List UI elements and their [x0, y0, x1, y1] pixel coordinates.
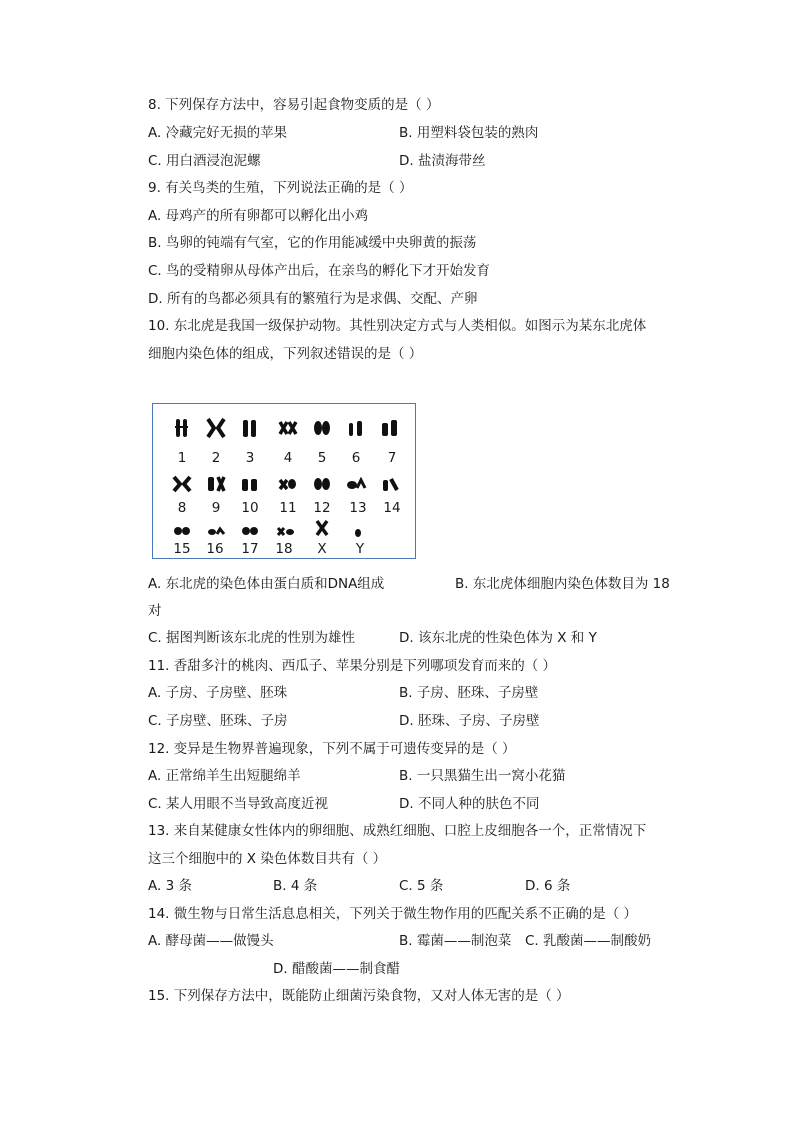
chromosome-label-9: 9 — [211, 500, 221, 516]
question-12-stem: 12. 变异是生物界普遍现象，下列不属于可遗传变异的是（ ） — [148, 741, 516, 757]
question-13-option-b: B. 4 条 — [273, 878, 318, 894]
chromosome-label-1: 1 — [177, 450, 187, 466]
chromosome-10-icon — [237, 474, 263, 494]
chromosome-label-11: 11 — [279, 500, 297, 516]
chromosome-12-icon — [309, 474, 335, 494]
chromosome-11-icon — [275, 474, 301, 494]
question-10-option-c: C. 据图判断该东北虎的性别为雄性 — [148, 630, 356, 646]
chromosome-8-icon — [169, 474, 195, 494]
question-10-option-d: D. 该东北虎的性染色体为 X 和 Y — [399, 630, 597, 646]
question-8-option-c: C. 用白酒浸泡泥螺 — [148, 153, 261, 169]
question-9-option-b: B. 鸟卵的钝端有气室，它的作用能减缓中央卵黄的振荡 — [148, 235, 477, 251]
chromosome-label-2: 2 — [211, 450, 221, 466]
chromosome-label-8: 8 — [177, 500, 187, 516]
question-13-stem-line2: 这三个细胞中的 X 染色体数目共有（ ） — [148, 851, 387, 867]
question-13-option-a: A. 3 条 — [148, 878, 192, 894]
chromosome-label-12: 12 — [313, 500, 331, 516]
question-10-stem-line2: 细胞内染色体的组成，下列叙述错误的是（ ） — [148, 346, 423, 362]
chromosome-15-icon — [169, 520, 195, 540]
chromosome-3-icon — [237, 418, 263, 438]
question-14-option-d: D. 醋酸菌——制食醋 — [273, 961, 400, 977]
question-10-option-b-cont: 对 — [148, 603, 162, 619]
question-15-stem: 15. 下列保存方法中，既能防止细菌污染食物，又对人体无害的是（ ） — [148, 988, 570, 1004]
question-11-option-c: C. 子房壁、胚珠、子房 — [148, 713, 288, 729]
chromosome-7-icon — [377, 418, 403, 438]
question-12-option-d: D. 不同人种的肤色不同 — [399, 796, 540, 812]
question-8-stem: 8. 下列保存方法中，容易引起食物变质的是（ ） — [148, 97, 440, 113]
question-13-option-d: D. 6 条 — [525, 878, 571, 894]
chromosome-label-10: 10 — [241, 500, 259, 516]
chromosome-label-4: 4 — [283, 450, 293, 466]
chromosome-label-x: X — [317, 541, 327, 557]
chromosome-16-icon — [203, 520, 229, 540]
question-9-stem: 9. 有关鸟类的生殖，下列说法正确的是（ ） — [148, 180, 413, 196]
karyotype-figure — [152, 403, 416, 559]
question-11-option-a: A. 子房、子房壁、胚珠 — [148, 685, 288, 701]
chromosome-label-y: Y — [355, 541, 365, 557]
chromosome-label-16: 16 — [206, 541, 224, 557]
chromosome-label-14: 14 — [383, 500, 401, 516]
question-14-stem: 14. 微生物与日常生活息息相关，下列关于微生物作用的匹配关系不正确的是（ ） — [148, 906, 638, 922]
chromosome-9-icon — [203, 474, 229, 494]
question-10-option-a: A. 东北虎的染色体由蛋白质和DNA组成 — [148, 576, 385, 592]
chromosome-label-6: 6 — [351, 450, 361, 466]
chromosome-label-15: 15 — [173, 541, 191, 557]
question-12-option-a: A. 正常绵羊生出短腿绵羊 — [148, 768, 301, 784]
chromosome-5-icon — [309, 418, 335, 438]
chromosome-17-icon — [237, 520, 263, 540]
chromosome-y-icon — [345, 522, 371, 542]
question-12-option-c: C. 某人用眼不当导致高度近视 — [148, 796, 329, 812]
chromosome-14-icon — [377, 474, 403, 494]
question-11-option-d: D. 胚珠、子房、子房壁 — [399, 713, 540, 729]
chromosome-1-icon — [169, 418, 195, 438]
question-14-option-c: C. 乳酸菌——制酸奶 — [525, 933, 652, 949]
question-12-option-b: B. 一只黑猫生出一窝小花猫 — [399, 768, 566, 784]
chromosome-label-13: 13 — [349, 500, 367, 516]
question-11-stem: 11. 香甜多汁的桃肉、西瓜子、苹果分别是下列哪项发育而来的（ ） — [148, 658, 557, 674]
question-9-option-a: A. 母鸡产的所有卵都可以孵化出小鸡 — [148, 208, 369, 224]
chromosome-6-icon — [343, 418, 369, 438]
question-14-option-a: A. 酵母菌——做馒头 — [148, 933, 274, 949]
question-10-option-b: B. 东北虎体细胞内染色体数目为 18 — [455, 576, 670, 592]
chromosome-label-17: 17 — [241, 541, 259, 557]
question-8-option-a: A. 冷藏完好无损的苹果 — [148, 125, 288, 141]
chromosome-4-icon — [275, 418, 301, 438]
question-9-option-c: C. 鸟的受精卵从母体产出后，在亲鸟的孵化下才开始发育 — [148, 263, 491, 279]
question-9-option-d: D. 所有的鸟都必须具有的繁殖行为是求偶、交配、产卵 — [148, 291, 478, 307]
chromosome-label-18: 18 — [275, 541, 293, 557]
chromosome-18-icon — [273, 520, 299, 540]
chromosome-label-7: 7 — [387, 450, 397, 466]
question-11-option-b: B. 子房、胚珠、子房壁 — [399, 685, 539, 701]
question-13-option-c: C. 5 条 — [399, 878, 444, 894]
question-13-stem-line1: 13. 来自某健康女性体内的卵细胞、成熟红细胞、口腔上皮细胞各一个，正常情况下 — [148, 823, 647, 839]
chromosome-13-icon — [343, 474, 369, 494]
question-10-stem-line1: 10. 东北虎是我国一级保护动物。其性别决定方式与人类相似。如图示为某东北虎体 — [148, 318, 647, 334]
question-8-option-b: B. 用塑料袋包装的熟肉 — [399, 125, 539, 141]
chromosome-x-icon — [309, 518, 335, 538]
chromosome-label-3: 3 — [245, 450, 255, 466]
chromosome-label-5: 5 — [317, 450, 327, 466]
question-14-option-b: B. 霉菌——制泡菜 — [399, 933, 512, 949]
question-8-option-d: D. 盐渍海带丝 — [399, 153, 486, 169]
chromosome-2-icon — [203, 418, 229, 438]
